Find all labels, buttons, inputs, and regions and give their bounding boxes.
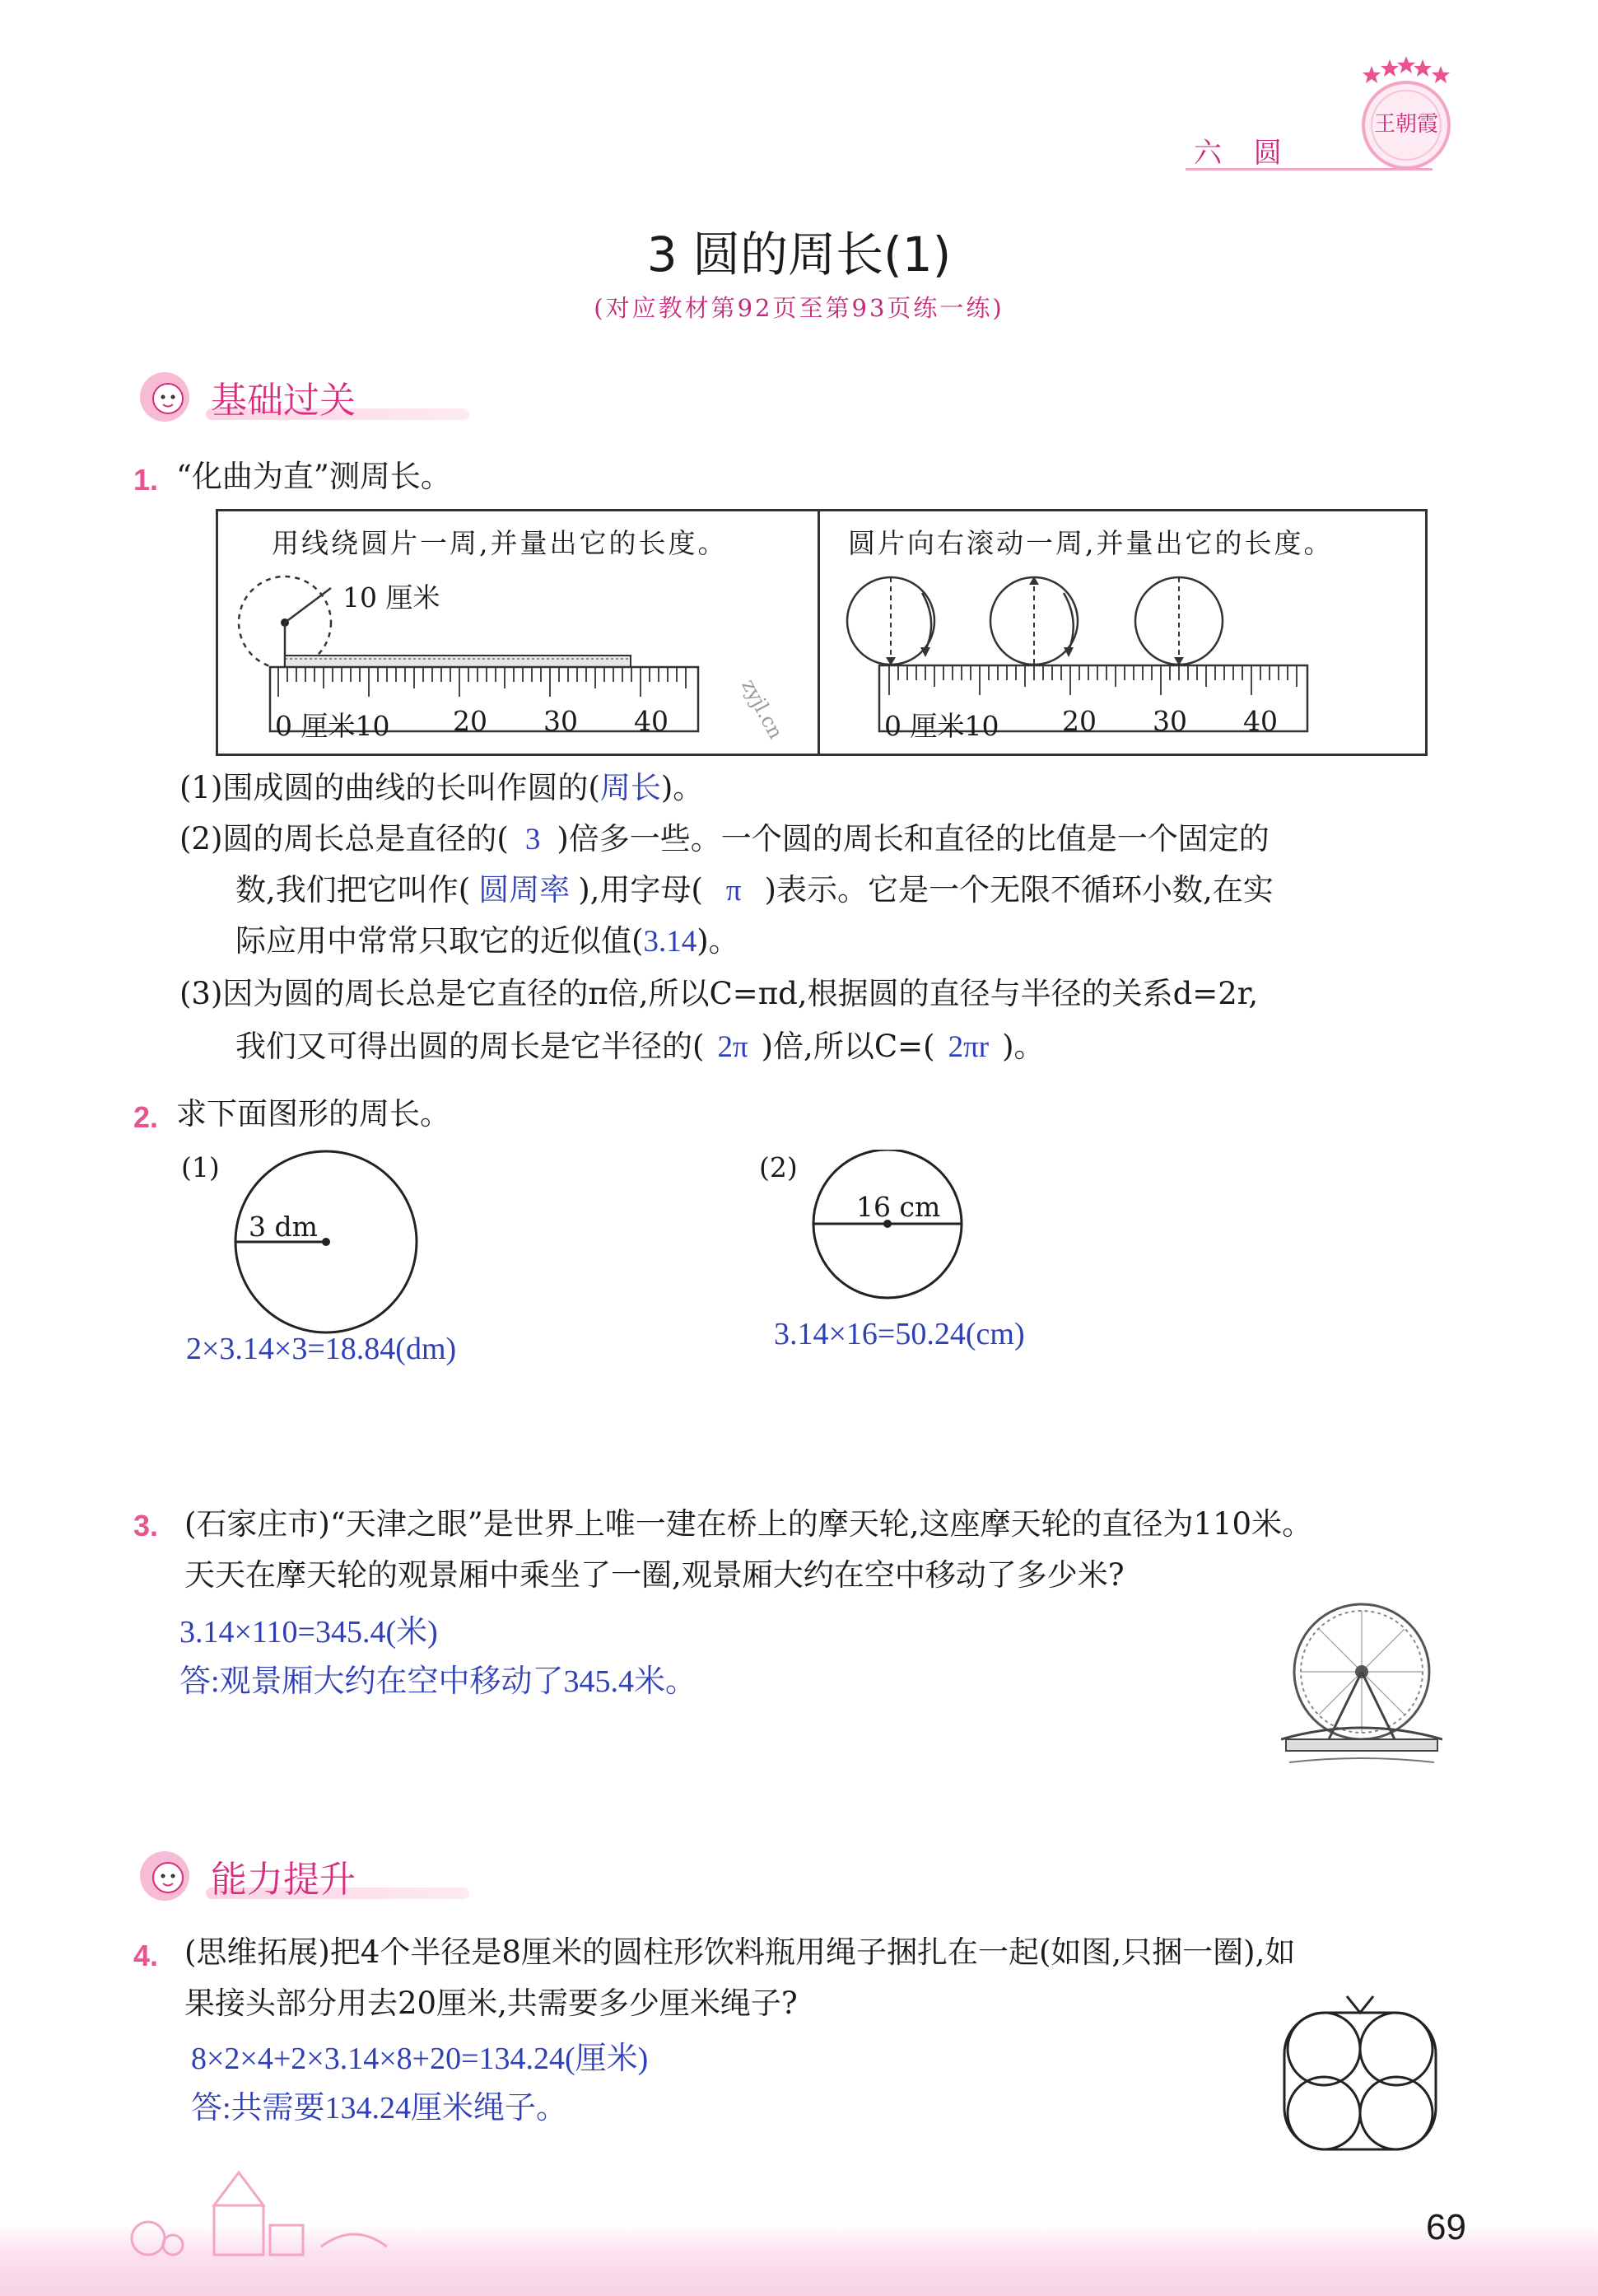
section-title: 基础过关 <box>211 380 356 422</box>
section-header-advanced <box>132 1845 510 1902</box>
q1-part2-line3 <box>235 916 739 968</box>
ruler-label-left-30: 30 <box>543 705 578 737</box>
ruler-label-left-20: 20 <box>453 705 487 737</box>
q3-line1: (石家庄市)“天津之眼”是世界上唯一建在桥上的摩天轮,这座摩天轮的直径为110米。 <box>184 1506 1313 1542</box>
ruler-label-right-20: 20 <box>1062 705 1097 737</box>
q1-right-caption: 圆片向右滚动一周,并量出它的长度。 <box>848 527 1334 559</box>
q1-left-radius-label: 10 厘米 <box>342 581 440 614</box>
q1-part3b-pre: 我们又可得出圆的周长是它半径的( <box>235 1029 705 1064</box>
ruler-label-left-0: 0 厘米10 <box>275 710 390 742</box>
page-subtitle: (对应教材第92页至第93页练一练) <box>594 294 1004 322</box>
q1-part3b-mid: )倍,所以C=( <box>761 1029 935 1064</box>
question-stem: “化曲为直”测周长。 <box>176 459 451 494</box>
castle-decoration <box>91 2156 486 2263</box>
ruler-label-right-0: 0 厘米10 <box>884 710 999 742</box>
q2-fig1-radius: 3 dm <box>249 1211 318 1243</box>
q1-part2c-post: )。 <box>697 923 739 959</box>
q2-fig2-diameter: 16 cm <box>856 1191 941 1223</box>
q1-part2-line2 <box>235 865 1274 917</box>
q1-part2b-mid: ),用字母( <box>578 872 703 908</box>
q1-part1-post: )。 <box>660 770 704 805</box>
q3-answer-text: 答:观景厢大约在空中移动了345.4米。 <box>179 1664 697 1699</box>
q1-part3b-answer1: 2π <box>717 1030 748 1064</box>
q3-answer-calc: 3.14×110=345.4(米) <box>179 1615 438 1650</box>
q1-part2-post: )倍多一些。一个圆的周长和直径的比值是一个固定的 <box>557 821 1270 856</box>
q1-part2b-answer1: 圆周率 <box>478 874 571 908</box>
q1-part3-line1: (3)因为圆的周长总是它直径的π倍,所以C=πd,根据圆的直径与半径的关系d=2r, <box>179 976 1259 1011</box>
q1-part2b-pre: 数,我们把它叫作( <box>235 872 471 908</box>
q1-left-caption: 用线绕圆片一周,并量出它的长度。 <box>272 527 728 559</box>
boy-avatar-icon <box>132 1845 198 1902</box>
question-number: 3. <box>133 1509 159 1542</box>
q1-part2b-answer2: π <box>725 874 742 908</box>
section-header-basic <box>132 366 510 423</box>
q4-answer-text: 答:共需要134.24厘米绳子。 <box>191 2091 568 2126</box>
q1-part2c-pre: 际应用中常常只取它的近似值( <box>235 923 644 959</box>
q3-line2: 天天在摩天轮的观景厢中乘坐了一圈,观景厢大约在空中移动了多少米? <box>184 1557 1125 1593</box>
q1-part2-answer: 3 <box>524 823 541 856</box>
brand-logo-text: 王朝霞 <box>1373 112 1438 137</box>
q1-part2b-post: )表示。它是一个无限不循环小数,在实 <box>764 872 1274 908</box>
ruler-label-right-30: 30 <box>1153 705 1187 737</box>
q1-part1-pre: (1)围成圆的曲线的长叫作圆的( <box>179 770 600 805</box>
q2-fig2-answer: 3.14×16=50.24(cm) <box>774 1317 1025 1351</box>
q1-part3-line2 <box>235 1021 1045 1073</box>
page-number: 69 <box>1426 2207 1466 2247</box>
ruler-label-left-40: 40 <box>634 705 669 737</box>
girl-avatar-icon <box>132 366 198 423</box>
question-stem: 求下面图形的周长。 <box>176 1096 450 1132</box>
q4-line1: (思维拓展)把4个半径是8厘米的圆柱形饮料瓶用绳子捆扎在一起(如图,只捆一圈),如 <box>184 1934 1296 1970</box>
q1-part1-answer: 周长 <box>599 772 661 805</box>
question-number: 4. <box>133 1939 159 1972</box>
q1-part3b-answer2: 2πr <box>948 1030 990 1064</box>
chapter-label: 六 圆 <box>1194 137 1293 170</box>
ferris-wheel-image <box>1281 1601 1442 1774</box>
question-number: 1. <box>133 463 159 497</box>
q1-part3b-post: )。 <box>1002 1029 1045 1064</box>
q1-part2c-answer: 3.14 <box>643 925 697 959</box>
ruler-label-right-40: 40 <box>1243 705 1278 737</box>
q2-fig1-answer: 2×3.14×3=18.84(dm) <box>186 1332 457 1366</box>
question-number: 2. <box>133 1100 159 1134</box>
page-title: 3 圆的周长(1) <box>646 226 952 282</box>
q1-figure-divider <box>818 509 820 756</box>
q1-part2-line1 <box>179 814 1270 866</box>
q1-part1 <box>179 763 703 814</box>
q1-part2-pre: (2)圆的周长总是直径的( <box>179 821 509 856</box>
q2-fig2-label: (2) <box>759 1151 798 1183</box>
section-title: 能力提升 <box>211 1859 356 1901</box>
watermark: zyjl.cn <box>737 675 788 743</box>
q4-line2: 果接头部分用去20厘米,共需要多少厘米绳子? <box>184 1986 798 2021</box>
q2-fig1-label: (1) <box>181 1151 220 1183</box>
q4-answer-calc: 8×2×4+2×3.14×8+20=134.24(厘米) <box>191 2042 649 2076</box>
q2-circle-2 <box>808 1150 973 1314</box>
q2-circle-1 <box>227 1150 425 1347</box>
bottles-bundle-figure <box>1278 1991 1442 2156</box>
